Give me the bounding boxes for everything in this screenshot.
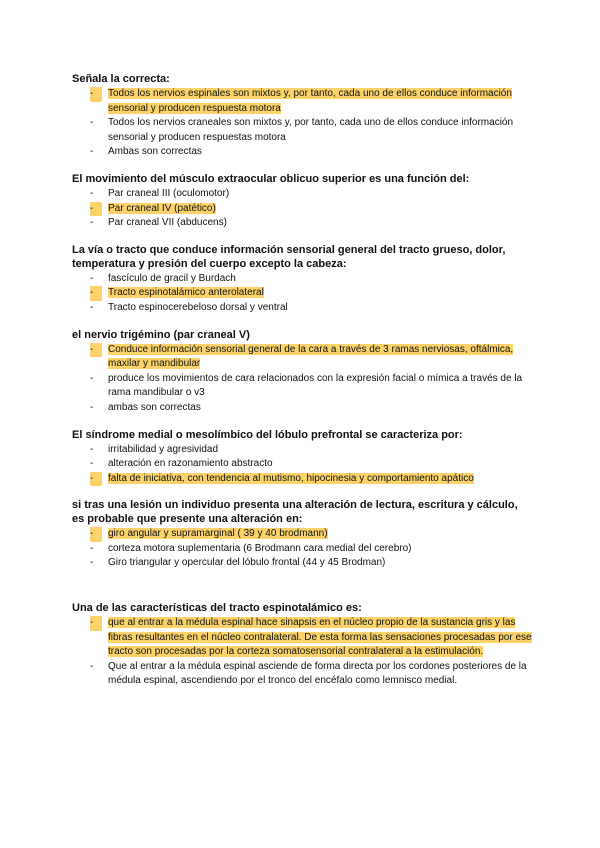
option-item — [72, 272, 532, 287]
bullet-dash: - — [90, 217, 94, 229]
question-title: Una de las características del tracto espinotalámico es: — [72, 602, 362, 615]
bullet-dash: - — [90, 272, 94, 284]
question-1 — [72, 72, 532, 160]
option-item — [72, 660, 532, 689]
bullet-dash: - — [90, 117, 94, 129]
bullet-dash: - — [90, 660, 94, 672]
option-text: Giro triangular y opercular del lóbulo frontal (44 y 45 Brodman) — [108, 557, 386, 569]
question-title: El síndrome medial o mesolímbico del lóbulo prefrontal se caracteriza por: — [72, 428, 463, 441]
option-list — [72, 87, 532, 160]
option-text: Que al entrar a la médula espinal asciende de forma directa por los cordones posteriores de la médula espinal, ascendiendo por el tronco del encéfalo como lemnisco medial. — [108, 660, 527, 687]
bullet-dash: - — [90, 202, 102, 217]
option-item — [72, 343, 532, 372]
option-item — [72, 187, 532, 202]
option-text: que al entrar a la médula espinal hace sinapsis en el núcleo propio de la sustancia gris y las fibras resultantes en el núcleo contralateral. De esta forma las sensaciones procesadas por ese tracto son procesadas por la corteza somatosensorial contralateral a la estimulación. — [108, 617, 532, 658]
bullet-dash: - — [90, 527, 102, 542]
bullet-dash: - — [90, 557, 94, 569]
option-text: Todos los nervios craneales son mixtos y, por tanto, cada uno de ellos conduce información sensorial y producen respuestas motora — [108, 117, 514, 143]
question-title: El movimiento del músculo extraocular oblicuo superior es una función del: — [72, 172, 470, 185]
bullet-dash: - — [90, 343, 102, 358]
option-text: Conduce información sensorial general de la cara a través de 3 ramas nerviosas, oftálmica, maxilar y mandibular — [108, 343, 514, 370]
option-item — [72, 216, 532, 231]
question-title: el nervio trigémino (par craneal V) — [72, 328, 250, 341]
option-item — [72, 116, 532, 145]
option-text: corteza motora suplementaria (6 Brodmann cara medial del cerebro) — [108, 542, 412, 554]
option-item — [72, 443, 532, 458]
bullet-dash: - — [90, 542, 94, 554]
bullet-dash: - — [90, 372, 94, 384]
option-item — [72, 527, 532, 542]
option-item — [72, 401, 532, 416]
option-text: Tracto espinotalámico anterolateral — [108, 287, 264, 299]
option-item — [72, 542, 532, 557]
option-text: irritabilidad y agresividad — [108, 443, 219, 455]
option-text: falta de iniciativa, con tendencia al mutismo, hipocinesia y comportamiento apático — [108, 472, 474, 484]
document-body — [72, 72, 532, 689]
option-item — [72, 301, 532, 316]
option-item — [72, 87, 532, 116]
option-text: alteración en razonamiento abstracto — [108, 458, 273, 470]
option-item — [72, 457, 532, 472]
question-6 — [72, 498, 532, 571]
option-list — [72, 187, 532, 231]
bullet-dash: - — [90, 472, 102, 487]
option-text: Todos los nervios espinales son mixtos y, por tanto, cada uno de ellos conduce información sensorial y producen respuesta motora — [108, 88, 512, 114]
option-item — [72, 616, 532, 660]
option-list — [72, 443, 532, 487]
question-7 — [72, 601, 532, 689]
option-list — [72, 527, 532, 571]
option-text: giro angular y supramarginal ( 39 y 40 brodmann) — [108, 528, 328, 540]
option-text: ambas son correctas — [108, 401, 201, 413]
option-item — [72, 202, 532, 217]
bullet-dash: - — [90, 87, 102, 102]
bullet-dash: - — [90, 458, 94, 470]
question-title: La vía o tracto que conduce información sensorial general del tracto grueso, dolor, temperatura y presión del cuerpo excepto la cabeza: — [72, 243, 506, 270]
question-2 — [72, 172, 532, 231]
question-title: si tras una lesión un individuo presenta una alteración de lectura, escritura y cálculo, es probable que presente una alteración en: — [72, 499, 518, 526]
option-item — [72, 472, 532, 487]
option-text: Ambas son correctas — [108, 146, 202, 158]
question-4 — [72, 328, 532, 416]
bullet-dash: - — [90, 187, 94, 199]
bullet-dash: - — [90, 616, 102, 631]
option-item — [72, 286, 532, 301]
option-text: Par craneal III (oculomotor) — [108, 187, 230, 199]
question-5 — [72, 428, 532, 487]
option-list — [72, 616, 532, 689]
option-item — [72, 556, 532, 571]
option-list — [72, 272, 532, 316]
bullet-dash: - — [90, 301, 94, 313]
option-list — [72, 343, 532, 416]
option-text: fascículo de gracil y Burdach — [108, 272, 236, 284]
bullet-dash: - — [90, 146, 94, 158]
bullet-dash: - — [90, 286, 102, 301]
option-text: produce los movimientos de cara relacionados con la expresión facial o mímica a través de la rama mandibular o v3 — [108, 372, 523, 399]
option-text: Par craneal IV (patético) — [108, 202, 216, 214]
question-title: Señala la correcta: — [72, 73, 170, 85]
bullet-dash: - — [90, 443, 94, 455]
option-text: Par craneal VII (abducens) — [108, 217, 227, 229]
question-3 — [72, 243, 532, 316]
bullet-dash: - — [90, 401, 94, 413]
option-item — [72, 145, 532, 160]
option-text: Tracto espinocerebeloso dorsal y ventral — [108, 301, 288, 313]
option-item — [72, 372, 532, 401]
